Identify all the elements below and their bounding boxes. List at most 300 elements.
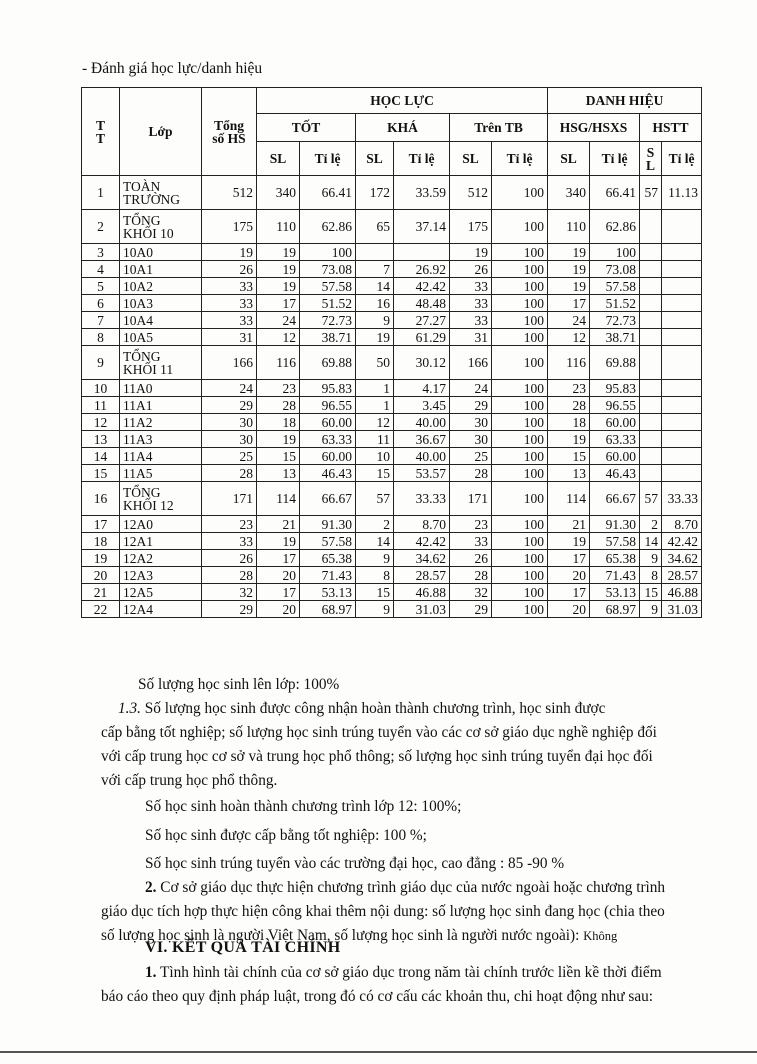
table-row: [82, 329, 702, 346]
header-sl: S L: [640, 142, 662, 176]
cell-tt: 1: [82, 176, 120, 210]
cell-tot-sl: 114: [257, 482, 300, 516]
cell-kha-sl: 15: [356, 465, 394, 482]
cell-hstt-sl: 57: [640, 482, 662, 516]
cell-hsg-ti-le: 51.52: [590, 295, 640, 312]
cell-hstt-ti-le: [662, 465, 702, 482]
cell-kha-ti-le: 3.45: [394, 397, 450, 414]
cell-tot-ti-le: 95.83: [300, 380, 356, 397]
cell-tot-sl: 110: [257, 210, 300, 244]
table-row: [82, 567, 702, 584]
cell-kha-sl: 14: [356, 533, 394, 550]
cell-tt: 8: [82, 329, 120, 346]
cell-hsg-ti-le: 69.88: [590, 346, 640, 380]
cell-hstt-ti-le: 33.33: [662, 482, 702, 516]
cell-hstt-sl: 14: [640, 533, 662, 550]
cell-tt: 6: [82, 295, 120, 312]
cell-tong-so-hs: 32: [202, 584, 257, 601]
cell-hsg-sl: 12: [548, 329, 590, 346]
cell-tot-ti-le: 60.00: [300, 414, 356, 431]
cell-hsg-ti-le: 95.83: [590, 380, 640, 397]
cell-tot-ti-le: 51.52: [300, 295, 356, 312]
cell-tot-sl: 340: [257, 176, 300, 210]
cell-tot-ti-le: 66.41: [300, 176, 356, 210]
cell-kha-ti-le: 34.62: [394, 550, 450, 567]
cell-tot-ti-le: 72.73: [300, 312, 356, 329]
table-row: [82, 261, 702, 278]
cell-tren-tb-ti-le: 100: [492, 584, 548, 601]
paragraph-2-answer: Không: [583, 929, 618, 943]
cell-tot-sl: 17: [257, 584, 300, 601]
table-row: [82, 448, 702, 465]
cell-tren-tb-sl: 33: [450, 312, 492, 329]
cell-hsg-ti-le: 60.00: [590, 414, 640, 431]
table-row: [82, 244, 702, 261]
cell-tren-tb-ti-le: 100: [492, 210, 548, 244]
cell-tot-sl: 23: [257, 380, 300, 397]
cell-tt: 18: [82, 533, 120, 550]
cell-kha-ti-le: 27.27: [394, 312, 450, 329]
cell-hstt-ti-le: 34.62: [662, 550, 702, 567]
cell-hsg-sl: 20: [548, 567, 590, 584]
cell-hstt-sl: 2: [640, 516, 662, 533]
cell-tong-so-hs: 28: [202, 567, 257, 584]
cell-lop: 12A3: [120, 567, 202, 584]
cell-tt: 2: [82, 210, 120, 244]
cell-hsg-ti-le: 66.67: [590, 482, 640, 516]
cell-lop: 11A1: [120, 397, 202, 414]
cell-hstt-ti-le: [662, 431, 702, 448]
cell-tot-ti-le: 71.43: [300, 567, 356, 584]
cell-tot-sl: 12: [257, 329, 300, 346]
cell-hsg-sl: 19: [548, 533, 590, 550]
cell-tot-ti-le: 57.58: [300, 278, 356, 295]
cell-tren-tb-sl: 31: [450, 329, 492, 346]
cell-tong-so-hs: 31: [202, 329, 257, 346]
cell-tot-sl: 24: [257, 312, 300, 329]
cell-kha-sl: 12: [356, 414, 394, 431]
cell-lop: 10A0: [120, 244, 202, 261]
header-sl: SL: [356, 142, 394, 176]
paragraph-vi-1-line-1: Tình hình tài chính của cơ sở giáo dục trong năm tài chính trước liền kề thời điểm: [156, 964, 662, 981]
cell-tren-tb-sl: 30: [450, 414, 492, 431]
section-vi-title: VI. KẾT QUẢ TÀI CHÍNH: [145, 939, 341, 956]
cell-kha-sl: 7: [356, 261, 394, 278]
cell-tot-sl: 116: [257, 346, 300, 380]
cell-hsg-ti-le: 46.43: [590, 465, 640, 482]
paragraph-1-3-line-1: Số lượng học sinh được công nhận hoàn thành chương trình, học sinh được: [140, 700, 606, 717]
cell-tong-so-hs: 29: [202, 397, 257, 414]
cell-tong-so-hs: 26: [202, 550, 257, 567]
cell-hstt-ti-le: 42.42: [662, 533, 702, 550]
table-row: [82, 482, 702, 516]
cell-tren-tb-sl: 30: [450, 431, 492, 448]
paragraph-2-line-1: Cơ sở giáo dục thực hiện chương trình giáo dục của nước ngoài hoặc chương trình: [156, 879, 666, 896]
cell-tren-tb-ti-le: 100: [492, 482, 548, 516]
header-tt: T T: [82, 88, 120, 176]
cell-hsg-ti-le: 38.71: [590, 329, 640, 346]
cell-kha-sl: 8: [356, 567, 394, 584]
cell-hsg-ti-le: 96.55: [590, 397, 640, 414]
cell-kha-ti-le: 4.17: [394, 380, 450, 397]
table-row: [82, 397, 702, 414]
cell-lop: 10A2: [120, 278, 202, 295]
table-row: [82, 210, 702, 244]
cell-kha-sl: 2: [356, 516, 394, 533]
cell-kha-sl: 57: [356, 482, 394, 516]
cell-tong-so-hs: 30: [202, 414, 257, 431]
cell-tren-tb-ti-le: 100: [492, 567, 548, 584]
table-row: [82, 380, 702, 397]
header-hstt: HSTT: [640, 114, 702, 142]
cell-tren-tb-ti-le: 100: [492, 295, 548, 312]
cell-tong-so-hs: 33: [202, 278, 257, 295]
cell-hsg-sl: 110: [548, 210, 590, 244]
paragraph-1-3-line-4: với cấp trung học phổ thông.: [101, 772, 278, 789]
paragraph-1-3: [101, 697, 701, 793]
cell-hsg-sl: 24: [548, 312, 590, 329]
cell-tren-tb-sl: 29: [450, 397, 492, 414]
cell-tong-so-hs: 26: [202, 261, 257, 278]
paragraph-2-label: 2.: [145, 879, 157, 896]
cell-tren-tb-sl: 28: [450, 567, 492, 584]
cell-tren-tb-sl: 171: [450, 482, 492, 516]
cell-lop: 11A5: [120, 465, 202, 482]
cell-hstt-ti-le: [662, 380, 702, 397]
cell-hstt-ti-le: 28.57: [662, 567, 702, 584]
cell-hstt-sl: [640, 346, 662, 380]
cell-tren-tb-sl: 19: [450, 244, 492, 261]
cell-tot-ti-le: 57.58: [300, 533, 356, 550]
paragraph-1-3-line-2: cấp bằng tốt nghiệp; số lượng học sinh trúng tuyển vào các cơ sở giáo dục nghề nghiệp đối: [101, 724, 657, 741]
cell-tt: 13: [82, 431, 120, 448]
cell-hsg-sl: 19: [548, 431, 590, 448]
cell-hstt-sl: 9: [640, 550, 662, 567]
cell-tot-ti-le: 69.88: [300, 346, 356, 380]
cell-hsg-ti-le: 57.58: [590, 278, 640, 295]
cell-hstt-sl: [640, 261, 662, 278]
cell-tt: 22: [82, 601, 120, 618]
header-danh-hieu: DANH HIỆU: [548, 88, 702, 114]
cell-tren-tb-ti-le: 100: [492, 533, 548, 550]
cell-tong-so-hs: 30: [202, 431, 257, 448]
cell-lop: TỔNG KHỐI 10: [120, 210, 202, 244]
cell-hsg-ti-le: 53.13: [590, 584, 640, 601]
table-row: [82, 278, 702, 295]
cell-kha-sl: 14: [356, 278, 394, 295]
cell-tt: 11: [82, 397, 120, 414]
header-tren-tb: Trên TB: [450, 114, 548, 142]
table-row: [82, 601, 702, 618]
cell-tong-so-hs: 24: [202, 380, 257, 397]
paragraph-1-3-line-3: với cấp trung học cơ sở và trung học phổ thông; số lượng học sinh trúng tuyển đại học đối: [101, 748, 653, 765]
cell-hsg-sl: 17: [548, 550, 590, 567]
cell-lop: TỔNG KHỐI 12: [120, 482, 202, 516]
cell-tren-tb-sl: 28: [450, 465, 492, 482]
cell-lop: 10A5: [120, 329, 202, 346]
table-row: [82, 516, 702, 533]
cell-kha-ti-le: 30.12: [394, 346, 450, 380]
cell-tren-tb-sl: 33: [450, 533, 492, 550]
cell-tren-tb-ti-le: 100: [492, 176, 548, 210]
paragraph-2-line-2: giáo dục tích hợp thực hiện công khai thêm nội dung: số lượng học sinh đang học (chia theo: [101, 903, 665, 920]
cell-kha-ti-le: 37.14: [394, 210, 450, 244]
cell-tot-sl: 18: [257, 414, 300, 431]
cell-kha-sl: 11: [356, 431, 394, 448]
table-row: [82, 346, 702, 380]
cell-tren-tb-ti-le: 100: [492, 278, 548, 295]
cell-tot-sl: 19: [257, 278, 300, 295]
cell-kha-ti-le: 53.57: [394, 465, 450, 482]
cell-tot-sl: 19: [257, 244, 300, 261]
cell-tren-tb-sl: 512: [450, 176, 492, 210]
cell-lop: 12A2: [120, 550, 202, 567]
cell-hsg-ti-le: 66.41: [590, 176, 640, 210]
cell-hsg-ti-le: 68.97: [590, 601, 640, 618]
cell-kha-sl: [356, 244, 394, 261]
header-lop: Lớp: [120, 88, 202, 176]
cell-hstt-sl: [640, 397, 662, 414]
cell-hsg-sl: 19: [548, 278, 590, 295]
cell-kha-sl: 1: [356, 397, 394, 414]
header-row-1: [82, 88, 702, 114]
cell-tot-sl: 13: [257, 465, 300, 482]
header-sl: SL: [257, 142, 300, 176]
cell-hsg-sl: 13: [548, 465, 590, 482]
cell-tot-ti-le: 73.08: [300, 261, 356, 278]
cell-kha-sl: 1: [356, 380, 394, 397]
cell-hstt-ti-le: [662, 448, 702, 465]
cell-tong-so-hs: 171: [202, 482, 257, 516]
cell-tong-so-hs: 512: [202, 176, 257, 210]
cell-lop: 10A3: [120, 295, 202, 312]
paragraph-vi-1-line-2: báo cáo theo quy định pháp luật, trong đó có cơ cấu các khoản thu, chi hoạt động như sau:: [101, 988, 654, 1005]
graduated-rate: Số học sinh được cấp bằng tốt nghiệp: 100 %;: [145, 827, 427, 844]
cell-hstt-ti-le: 8.70: [662, 516, 702, 533]
cell-tong-so-hs: 23: [202, 516, 257, 533]
cell-hstt-ti-le: [662, 346, 702, 380]
cell-tren-tb-ti-le: 100: [492, 261, 548, 278]
cell-hstt-sl: 8: [640, 567, 662, 584]
cell-tren-tb-ti-le: 100: [492, 244, 548, 261]
cell-hstt-sl: [640, 465, 662, 482]
cell-hsg-ti-le: 63.33: [590, 431, 640, 448]
cell-tot-ti-le: 38.71: [300, 329, 356, 346]
header-ti-le: Tỉ lệ: [394, 142, 450, 176]
cell-tren-tb-ti-le: 100: [492, 346, 548, 380]
cell-hsg-sl: 20: [548, 601, 590, 618]
section-heading: - Đánh giá học lực/danh hiệu: [82, 60, 263, 77]
cell-tong-so-hs: 29: [202, 601, 257, 618]
cell-hstt-ti-le: [662, 278, 702, 295]
cell-tong-so-hs: 166: [202, 346, 257, 380]
cell-hsg-ti-le: 72.73: [590, 312, 640, 329]
cell-tt: 7: [82, 312, 120, 329]
cell-tot-ti-le: 65.38: [300, 550, 356, 567]
cell-tong-so-hs: 33: [202, 312, 257, 329]
cell-hsg-ti-le: 73.08: [590, 261, 640, 278]
cell-tren-tb-ti-le: 100: [492, 448, 548, 465]
cell-hstt-sl: 15: [640, 584, 662, 601]
cell-hsg-sl: 19: [548, 261, 590, 278]
cell-tot-ti-le: 53.13: [300, 584, 356, 601]
cell-hstt-sl: [640, 431, 662, 448]
cell-tren-tb-ti-le: 100: [492, 312, 548, 329]
cell-hstt-sl: [640, 448, 662, 465]
cell-hstt-ti-le: [662, 312, 702, 329]
cell-kha-sl: 19: [356, 329, 394, 346]
cell-lop: 11A0: [120, 380, 202, 397]
cell-tot-sl: 19: [257, 261, 300, 278]
cell-lop: 12A1: [120, 533, 202, 550]
table-row: [82, 533, 702, 550]
cell-hsg-ti-le: 57.58: [590, 533, 640, 550]
paragraph-1-3-label: 1.3.: [118, 700, 141, 717]
cell-lop: 11A3: [120, 431, 202, 448]
header-ti-le: Tỉ lệ: [492, 142, 548, 176]
header-kha: KHÁ: [356, 114, 450, 142]
cell-hstt-ti-le: [662, 295, 702, 312]
cell-tt: 17: [82, 516, 120, 533]
cell-hstt-ti-le: 31.03: [662, 601, 702, 618]
cell-tren-tb-ti-le: 100: [492, 380, 548, 397]
cell-tren-tb-ti-le: 100: [492, 397, 548, 414]
cell-kha-sl: 15: [356, 584, 394, 601]
cell-hstt-sl: [640, 414, 662, 431]
cell-lop: TOÀN TRƯỜNG: [120, 176, 202, 210]
cell-tt: 20: [82, 567, 120, 584]
cell-kha-ti-le: 28.57: [394, 567, 450, 584]
header-hoc-luc: HỌC LỰC: [257, 88, 548, 114]
cell-lop: 12A0: [120, 516, 202, 533]
cell-tot-ti-le: 68.97: [300, 601, 356, 618]
cell-kha-sl: 9: [356, 312, 394, 329]
cell-hstt-sl: 9: [640, 601, 662, 618]
cell-lop: 12A4: [120, 601, 202, 618]
cell-tot-ti-le: 100: [300, 244, 356, 261]
cell-kha-ti-le: 42.42: [394, 278, 450, 295]
header-hsg-hsxs: HSG/HSXS: [548, 114, 640, 142]
table-row: [82, 176, 702, 210]
cell-hsg-ti-le: 62.86: [590, 210, 640, 244]
paragraph-2-line-3: số lượng học sinh là người Việt Nam, số lượng học sinh là người nước ngoài):: [101, 927, 584, 944]
cell-hsg-sl: 116: [548, 346, 590, 380]
cell-hstt-sl: [640, 210, 662, 244]
cell-tot-ti-le: 60.00: [300, 448, 356, 465]
cell-hsg-ti-le: 60.00: [590, 448, 640, 465]
paragraph-vi-1: [101, 961, 701, 1009]
cell-kha-sl: 16: [356, 295, 394, 312]
cell-kha-sl: 50: [356, 346, 394, 380]
cell-hstt-sl: [640, 329, 662, 346]
table-row: [82, 295, 702, 312]
cell-tot-sl: 28: [257, 397, 300, 414]
header-ti-le: Tỉ lệ: [300, 142, 356, 176]
cell-kha-ti-le: 36.67: [394, 431, 450, 448]
cell-hstt-ti-le: [662, 244, 702, 261]
cell-tt: 4: [82, 261, 120, 278]
cell-tong-so-hs: 19: [202, 244, 257, 261]
cell-tong-so-hs: 25: [202, 448, 257, 465]
cell-kha-ti-le: 40.00: [394, 414, 450, 431]
cell-kha-sl: 65: [356, 210, 394, 244]
cell-tren-tb-sl: 26: [450, 261, 492, 278]
paragraph-vi-1-label: 1.: [145, 964, 157, 981]
cell-kha-sl: 172: [356, 176, 394, 210]
cell-tot-ti-le: 91.30: [300, 516, 356, 533]
cell-hsg-ti-le: 100: [590, 244, 640, 261]
cell-hstt-sl: [640, 244, 662, 261]
cell-kha-ti-le: 33.59: [394, 176, 450, 210]
cell-tot-sl: 17: [257, 295, 300, 312]
header-sl: SL: [548, 142, 590, 176]
cell-tt: 21: [82, 584, 120, 601]
table-row: [82, 584, 702, 601]
table-row: [82, 312, 702, 329]
cell-hstt-sl: [640, 295, 662, 312]
cell-tren-tb-sl: 24: [450, 380, 492, 397]
cell-tt: 5: [82, 278, 120, 295]
cell-tren-tb-sl: 25: [450, 448, 492, 465]
cell-tt: 10: [82, 380, 120, 397]
cell-tren-tb-sl: 33: [450, 295, 492, 312]
cell-kha-ti-le: 42.42: [394, 533, 450, 550]
completed-rate: Số học sinh hoàn thành chương trình lớp 12: 100%;: [145, 798, 462, 815]
cell-hstt-ti-le: [662, 414, 702, 431]
cell-kha-sl: 9: [356, 550, 394, 567]
cell-tren-tb-ti-le: 100: [492, 550, 548, 567]
admitted-rate: Số học sinh trúng tuyển vào các trường đại học, cao đẳng : 85 -90 %: [145, 855, 565, 872]
header-ti-le: Tỉ lệ: [662, 142, 702, 176]
promotion-rate: Số lượng học sinh lên lớp: 100%: [138, 676, 340, 693]
cell-tt: 19: [82, 550, 120, 567]
cell-tren-tb-ti-le: 100: [492, 465, 548, 482]
cell-tren-tb-ti-le: 100: [492, 601, 548, 618]
cell-lop: 10A1: [120, 261, 202, 278]
cell-tot-sl: 20: [257, 601, 300, 618]
cell-tren-tb-sl: 23: [450, 516, 492, 533]
cell-hsg-ti-le: 71.43: [590, 567, 640, 584]
cell-tot-ti-le: 63.33: [300, 431, 356, 448]
cell-tot-sl: 15: [257, 448, 300, 465]
cell-tt: 12: [82, 414, 120, 431]
header-sl: SL: [450, 142, 492, 176]
cell-lop: 11A4: [120, 448, 202, 465]
cell-tren-tb-sl: 29: [450, 601, 492, 618]
cell-hsg-ti-le: 65.38: [590, 550, 640, 567]
cell-kha-ti-le: 48.48: [394, 295, 450, 312]
cell-tt: 3: [82, 244, 120, 261]
cell-tren-tb-sl: 33: [450, 278, 492, 295]
cell-lop: TỔNG KHỐI 11: [120, 346, 202, 380]
cell-tren-tb-ti-le: 100: [492, 431, 548, 448]
cell-hstt-ti-le: 11.13: [662, 176, 702, 210]
cell-hstt-ti-le: [662, 397, 702, 414]
cell-hsg-sl: 17: [548, 584, 590, 601]
cell-tot-sl: 20: [257, 567, 300, 584]
cell-tt: 14: [82, 448, 120, 465]
cell-kha-ti-le: 33.33: [394, 482, 450, 516]
cell-hstt-ti-le: [662, 329, 702, 346]
grades-table: [81, 87, 702, 618]
cell-hstt-sl: [640, 380, 662, 397]
cell-tren-tb-ti-le: 100: [492, 516, 548, 533]
page-bottom-edge: [0, 1051, 757, 1053]
cell-kha-ti-le: 40.00: [394, 448, 450, 465]
cell-hsg-sl: 17: [548, 295, 590, 312]
cell-tt: 15: [82, 465, 120, 482]
cell-kha-sl: 10: [356, 448, 394, 465]
